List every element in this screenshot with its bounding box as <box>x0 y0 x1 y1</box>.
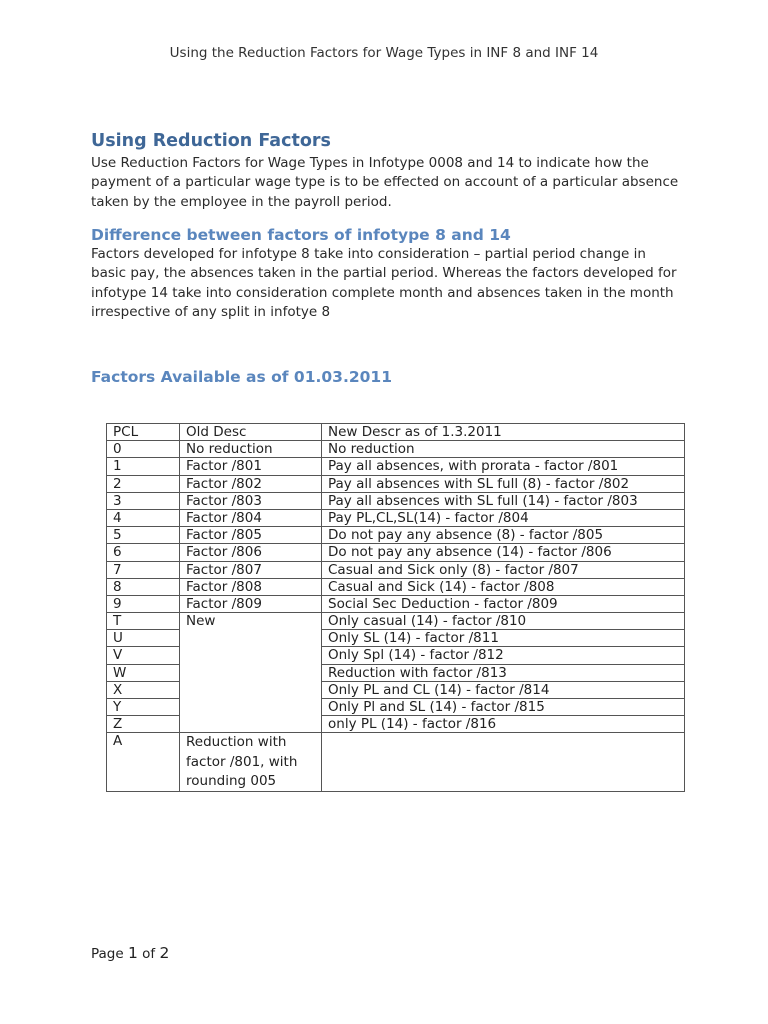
paragraph-using-reduction-factors: Use Reduction Factors for Wage Types in Infotype 0008 and 14 to indicate how the payment of a particular wage type is to be effected on account of a particular absence taken by the employee in the payroll period. <box>91 155 679 210</box>
pcl-cell: 0 <box>107 441 180 458</box>
pcl-cell: 6 <box>107 544 180 561</box>
table-row <box>107 441 685 458</box>
pcl-cell: 7 <box>107 561 180 578</box>
new-desc-cell: No reduction <box>322 441 685 458</box>
pcl-cell: T <box>107 613 180 630</box>
table-row <box>107 578 685 595</box>
table-row <box>107 475 685 492</box>
old-desc-cell: Factor /804 <box>180 509 322 526</box>
pcl-cell: 8 <box>107 578 180 595</box>
factors-table <box>106 423 685 792</box>
table-header-row <box>107 424 685 441</box>
new-desc-cell: Pay all absences with SL full (8) - factor /802 <box>322 475 685 492</box>
new-desc-cell: Do not pay any absence (14) - factor /806 <box>322 544 685 561</box>
of-label: of <box>142 946 156 962</box>
new-desc-cell: Do not pay any absence (8) - factor /805 <box>322 527 685 544</box>
page-footer <box>91 944 169 962</box>
old-desc-cell: Factor /803 <box>180 492 322 509</box>
pcl-cell: 1 <box>107 458 180 475</box>
table-row <box>107 544 685 561</box>
page-total: 2 <box>159 944 170 962</box>
pcl-cell: Z <box>107 716 180 733</box>
table-row <box>107 733 685 792</box>
new-desc-cell <box>322 733 685 792</box>
pcl-cell: 5 <box>107 527 180 544</box>
new-desc-cell: Only PL and CL (14) - factor /814 <box>322 681 685 698</box>
old-desc-cell: Factor /801 <box>180 458 322 475</box>
old-desc-cell: Factor /802 <box>180 475 322 492</box>
new-desc-cell: only PL (14) - factor /816 <box>322 716 685 733</box>
old-desc-cell: Reduction with factor /801, with rounding 005 <box>180 733 322 792</box>
pcl-cell: 2 <box>107 475 180 492</box>
header-pcl: PCL <box>107 424 180 441</box>
table-row <box>107 492 685 509</box>
pcl-cell: V <box>107 647 180 664</box>
old-desc-cell: Factor /807 <box>180 561 322 578</box>
page-header: Using the Reduction Factors for Wage Types in INF 8 and INF 14 <box>169 45 599 61</box>
old-desc-cell: Factor /806 <box>180 544 322 561</box>
page-label: Page <box>91 946 124 962</box>
table-row <box>107 509 685 526</box>
pcl-cell: 3 <box>107 492 180 509</box>
new-desc-cell: Casual and Sick only (8) - factor /807 <box>322 561 685 578</box>
table-row <box>107 613 685 630</box>
header-old-desc: Old Desc <box>180 424 322 441</box>
new-desc-cell: Reduction with factor /813 <box>322 664 685 681</box>
table-row <box>107 527 685 544</box>
new-desc-cell: Pay all absences with SL full (14) - factor /803 <box>322 492 685 509</box>
heading-difference-between-factors: Difference between factors of infotype 8 and 14 <box>91 226 511 244</box>
heading-factors-available: Factors Available as of 01.03.2011 <box>91 368 392 386</box>
new-desc-cell: Only Pl and SL (14) - factor /815 <box>322 699 685 716</box>
header-new-desc: New Descr as of 1.3.2011 <box>322 424 685 441</box>
table-row <box>107 458 685 475</box>
new-desc-cell: Social Sec Deduction - factor /809 <box>322 595 685 612</box>
old-desc-cell: Factor /805 <box>180 527 322 544</box>
new-desc-cell: Only casual (14) - factor /810 <box>322 613 685 630</box>
new-desc-cell: Only SL (14) - factor /811 <box>322 630 685 647</box>
pcl-cell: W <box>107 664 180 681</box>
new-desc-cell: Casual and Sick (14) - factor /808 <box>322 578 685 595</box>
pcl-cell: X <box>107 681 180 698</box>
old-desc-cell: No reduction <box>180 441 322 458</box>
pcl-cell: A <box>107 733 180 792</box>
pcl-cell: 4 <box>107 509 180 526</box>
pcl-cell: 9 <box>107 595 180 612</box>
old-desc-cell-new-group: New <box>180 613 322 733</box>
pcl-cell: U <box>107 630 180 647</box>
paragraph-difference-between-factors: Factors developed for infotype 8 take into consideration – partial period change in basic pay, the absences taken in the partial period. Whereas the factors developed for infotype 14 take into consideration complete month and absences taken in the month irrespective of any split in infotye 8 <box>91 246 677 320</box>
page-number: 1 <box>127 944 138 962</box>
new-desc-cell: Only Spl (14) - factor /812 <box>322 647 685 664</box>
old-desc-cell: Factor /808 <box>180 578 322 595</box>
heading-using-reduction-factors: Using Reduction Factors <box>91 131 331 151</box>
pcl-cell: Y <box>107 699 180 716</box>
old-desc-cell: Factor /809 <box>180 595 322 612</box>
table-row <box>107 595 685 612</box>
new-desc-cell: Pay PL,CL,SL(14) - factor /804 <box>322 509 685 526</box>
table-row <box>107 561 685 578</box>
new-desc-cell: Pay all absences, with prorata - factor /801 <box>322 458 685 475</box>
